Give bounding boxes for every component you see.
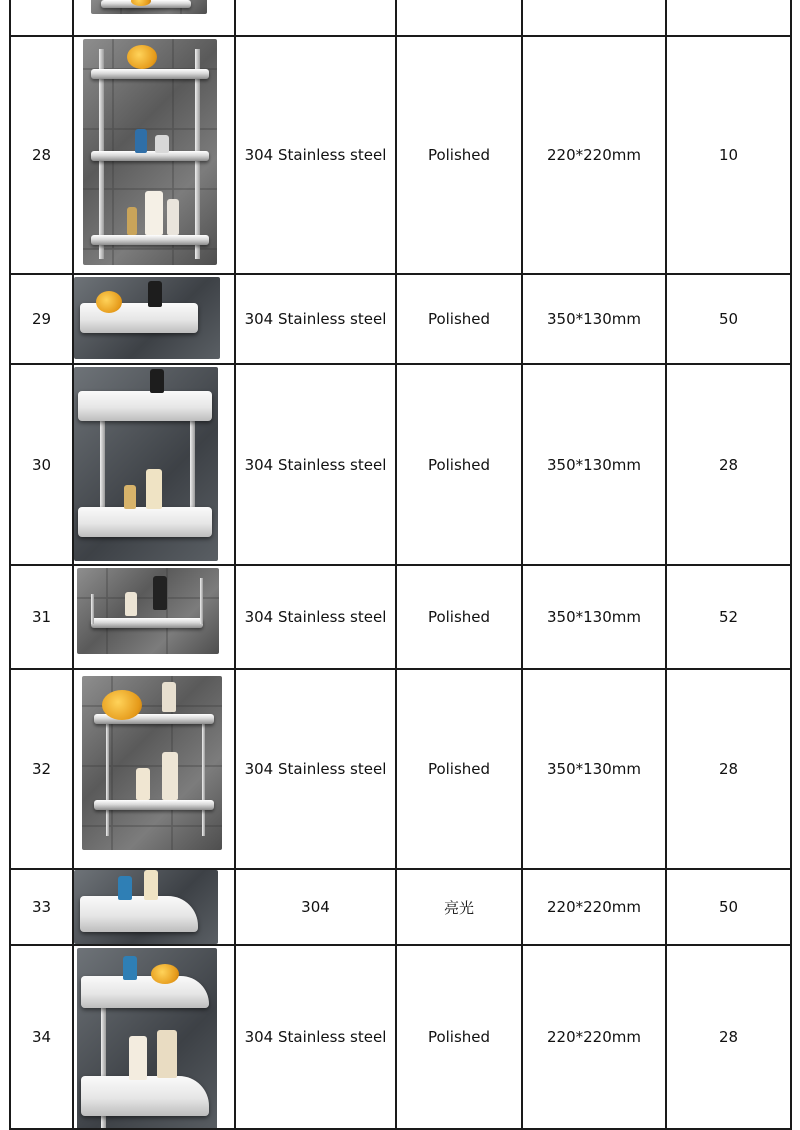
item-number: 28 bbox=[10, 36, 73, 274]
product-photo bbox=[73, 669, 235, 869]
finish-cell: Polished bbox=[396, 36, 522, 274]
table-row bbox=[10, 0, 791, 36]
product-photo bbox=[73, 869, 235, 945]
item-number: 30 bbox=[10, 364, 73, 565]
item-number: 31 bbox=[10, 565, 73, 669]
quantity-cell: 10 bbox=[666, 36, 791, 274]
finish-cell bbox=[396, 0, 522, 36]
item-number: 33 bbox=[10, 869, 73, 945]
finish-cell: Polished bbox=[396, 945, 522, 1129]
material-cell bbox=[235, 0, 396, 36]
item-number: 32 bbox=[10, 669, 73, 869]
size-cell bbox=[522, 0, 666, 36]
material-cell: 304 Stainless steel bbox=[235, 364, 396, 565]
material-cell: 304 Stainless steel bbox=[235, 945, 396, 1129]
size-cell: 220*220mm bbox=[522, 869, 666, 945]
size-cell: 350*130mm bbox=[522, 364, 666, 565]
finish-cell: Polished bbox=[396, 565, 522, 669]
item-number bbox=[10, 0, 73, 36]
size-cell: 350*130mm bbox=[522, 565, 666, 669]
quantity-cell: 28 bbox=[666, 945, 791, 1129]
quantity-cell: 28 bbox=[666, 669, 791, 869]
finish-cell: Polished bbox=[396, 274, 522, 364]
material-cell: 304 bbox=[235, 869, 396, 945]
finish-cell: Polished bbox=[396, 669, 522, 869]
material-cell: 304 Stainless steel bbox=[235, 274, 396, 364]
product-photo bbox=[73, 36, 235, 274]
table-row bbox=[10, 364, 791, 565]
material-cell: 304 Stainless steel bbox=[235, 669, 396, 869]
table-row bbox=[10, 869, 791, 945]
item-number: 34 bbox=[10, 945, 73, 1129]
material-cell: 304 Stainless steel bbox=[235, 565, 396, 669]
size-cell: 350*130mm bbox=[522, 669, 666, 869]
table-row bbox=[10, 669, 791, 869]
table-row bbox=[10, 36, 791, 274]
product-photo bbox=[73, 364, 235, 565]
table-row bbox=[10, 945, 791, 1129]
size-cell: 220*220mm bbox=[522, 36, 666, 274]
quantity-cell: 28 bbox=[666, 364, 791, 565]
table-row bbox=[10, 274, 791, 364]
quantity-cell: 50 bbox=[666, 869, 791, 945]
quantity-cell bbox=[666, 0, 791, 36]
finish-cell: Polished bbox=[396, 364, 522, 565]
quantity-cell: 52 bbox=[666, 565, 791, 669]
size-cell: 220*220mm bbox=[522, 945, 666, 1129]
material-cell: 304 Stainless steel bbox=[235, 36, 396, 274]
item-number: 29 bbox=[10, 274, 73, 364]
finish-cell: 亮光 bbox=[396, 869, 522, 945]
product-photo bbox=[73, 274, 235, 364]
product-photo bbox=[73, 945, 235, 1129]
table-row bbox=[10, 565, 791, 669]
size-cell: 350*130mm bbox=[522, 274, 666, 364]
product-photo bbox=[73, 0, 235, 36]
quantity-cell: 50 bbox=[666, 274, 791, 364]
product-photo bbox=[73, 565, 235, 669]
product-spec-table bbox=[9, 0, 792, 1130]
